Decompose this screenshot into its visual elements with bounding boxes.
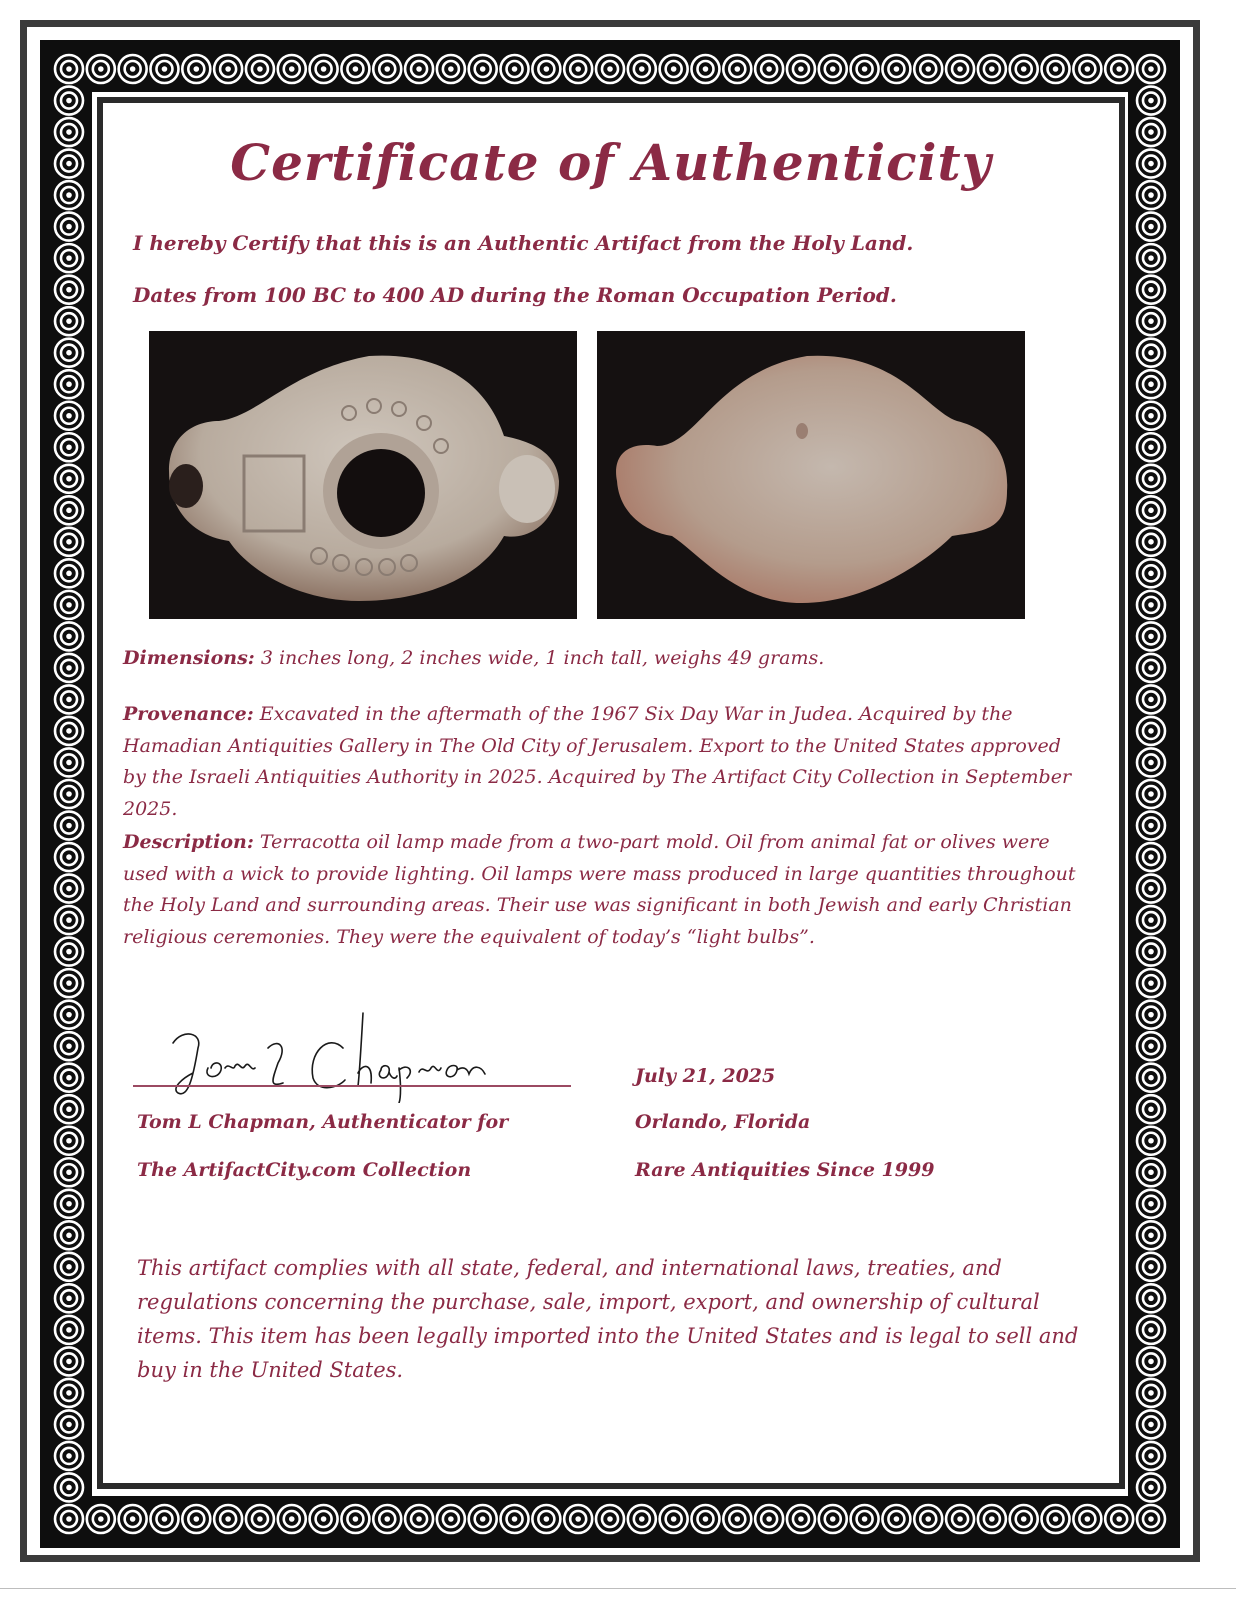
legal-compliance-statement: This artifact complies with all state, federal, and international laws, treaties, and regulations concerning the purchase, sale, import, export, and ownership of cultural items. This item has been legally imported into the United States and is legal to sell and buy in the United States. [137, 1256, 1079, 1382]
certificate-title: Certificate of Authenticity [230, 133, 992, 192]
artifact-photo-bottom [597, 331, 1025, 619]
certification-statement: I hereby Certify that this is an Authentic Artifact from the Holy Land. [133, 231, 914, 255]
certificate-location: Orlando, Florida [635, 1111, 811, 1133]
description-text: Terracotta oil lamp made from a two-part mold. Oil from animal fat or olives were used with a wick to provide lighting. Oil lamps were mass produced in large quantities throughout the Holy Land and surrounding areas. Their use was significant in both Jewish and early Christian religious ceremonies. They were the equivalent of today’s “light bulbs”. [123, 831, 1076, 948]
provenance-label: Provenance: [123, 703, 254, 725]
description-section [123, 827, 1083, 953]
date-range-statement: Dates from 100 BC to 400 AD during the Roman Occupation Period. [133, 283, 897, 307]
dimensions-label: Dimensions: [123, 647, 255, 669]
company-tagline: Rare Antiquities Since 1999 [635, 1159, 935, 1181]
oil-lamp-bottom-image [597, 331, 1025, 619]
certificate-body [103, 103, 1119, 1483]
dimensions-section [123, 643, 1083, 675]
handwritten-signature [163, 1008, 583, 1103]
artifact-photo-top [149, 331, 577, 619]
page-edge [0, 1588, 1236, 1589]
certificate-date: July 21, 2025 [635, 1065, 776, 1087]
signature-line [133, 1085, 571, 1087]
provenance-text: Excavated in the aftermath of the 1967 Six Day War in Judea. Acquired by the Hamadian Antiquities Gallery in The Old City of Jerusalem. Export to the United States approved by the Israeli Antiquities Authority in 2025. Acquired by The Artifact City Collection in September 2025. [123, 703, 1072, 820]
collection-name: The ArtifactCity.com Collection [137, 1159, 472, 1181]
dimensions-text: 3 inches long, 2 inches wide, 1 inch tall, weighs 49 grams. [254, 647, 825, 669]
description-label: Description: [123, 831, 254, 853]
authenticator-name: Tom L Chapman, Authenticator for [137, 1111, 509, 1133]
oil-lamp-top-image [149, 331, 577, 619]
provenance-section [123, 699, 1083, 825]
